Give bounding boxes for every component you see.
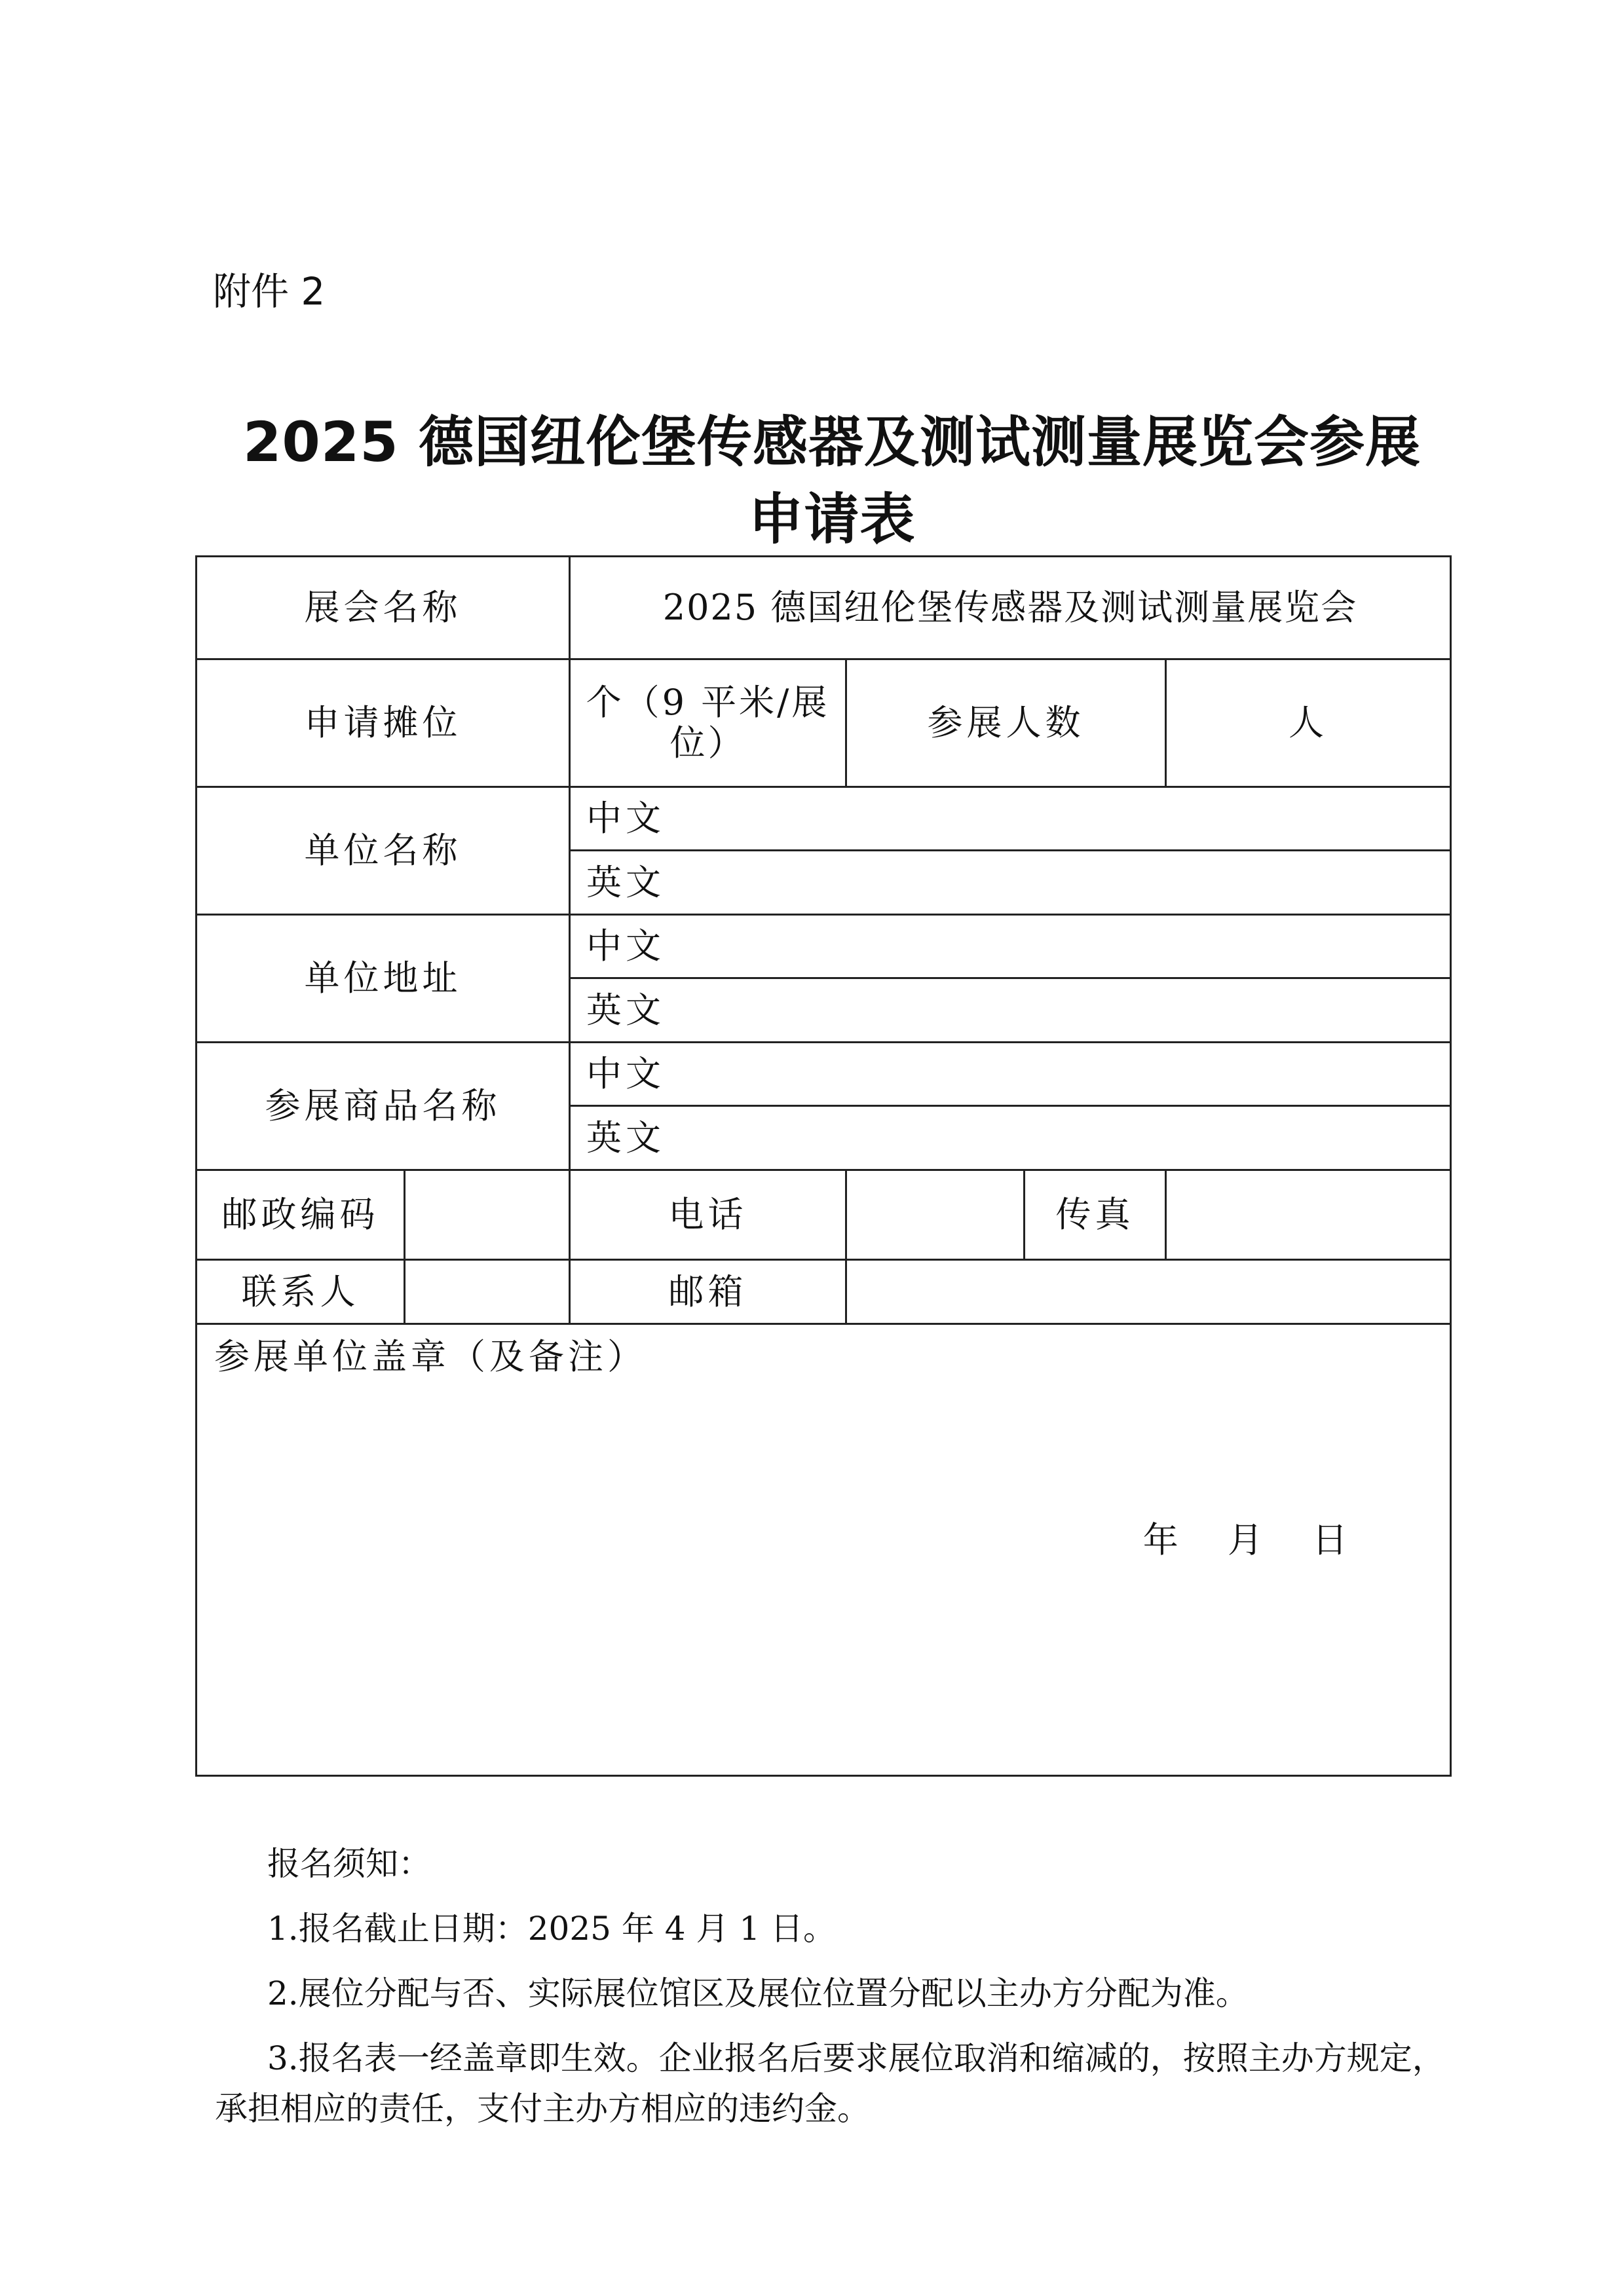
contact-label: 联系人	[197, 1260, 405, 1324]
postcode-field[interactable]	[405, 1170, 570, 1260]
exhibition-name-label: 展会名称	[197, 557, 570, 659]
attendees-count-cell[interactable]	[1166, 659, 1451, 787]
chinese-label: 中文	[586, 798, 665, 839]
row-postcode-phone-fax	[197, 1170, 1451, 1260]
product-name-en-field[interactable]	[570, 1106, 1451, 1170]
date-month: 月	[1227, 1519, 1263, 1561]
row-contact-email	[197, 1260, 1451, 1324]
english-label: 英文	[586, 861, 665, 903]
fax-field[interactable]	[1166, 1170, 1451, 1260]
notes-item-3: 3.报名表一经盖章即生效。企业报名后要求展位取消和缩减的，按照主办方规定，	[267, 2039, 1445, 2077]
remarks-label: 参展单位盖章（及备注）	[214, 1336, 647, 1377]
registration-notes	[215, 1843, 1460, 2153]
date-day: 日	[1312, 1519, 1348, 1561]
company-address-cn-field[interactable]	[570, 915, 1451, 978]
company-address-en-field[interactable]	[570, 978, 1451, 1043]
booth-label: 申请摊位	[197, 659, 570, 787]
row-product-name-cn	[197, 1043, 1451, 1106]
fax-label: 传真	[1025, 1170, 1166, 1260]
phone-label: 电话	[570, 1170, 846, 1260]
english-label: 英文	[586, 989, 665, 1031]
notes-item-3-continued: 承担相应的责任，支付主办方相应的违约金。	[215, 2090, 870, 2128]
english-label: 英文	[586, 1117, 665, 1158]
form-title-line1: 2025 德国纽伦堡传感器及测试测量展览会参展	[242, 410, 1422, 474]
attachment-label: 附件 2	[213, 269, 326, 314]
booth-count-cell[interactable]	[570, 659, 846, 787]
phone-field[interactable]	[846, 1170, 1025, 1260]
application-form-table	[195, 555, 1452, 1777]
exhibition-name-value: 2025 德国纽伦堡传感器及测试测量展览会	[570, 557, 1451, 659]
postcode-label: 邮政编码	[197, 1170, 405, 1260]
contact-field[interactable]	[405, 1260, 570, 1324]
chinese-label: 中文	[586, 1053, 665, 1094]
email-label: 邮箱	[570, 1260, 846, 1324]
company-name-cn-field[interactable]	[570, 787, 1451, 851]
chinese-label: 中文	[586, 925, 665, 967]
notes-item-1: 1.报名截止日期：2025 年 4 月 1 日。	[267, 1910, 837, 1948]
date-year: 年	[1142, 1519, 1178, 1561]
remarks-stamp-field[interactable]	[197, 1324, 1451, 1776]
attendees-label: 参展人数	[846, 659, 1166, 787]
booth-unit-line1: 个（9 平米/展	[586, 682, 830, 723]
row-exhibition-name	[197, 557, 1451, 659]
row-remarks	[197, 1324, 1451, 1776]
company-name-label: 单位名称	[197, 787, 570, 915]
product-name-label: 参展商品名称	[197, 1043, 570, 1170]
notes-item-2: 2.展位分配与否、实际展位馆区及展位位置分配以主办方分配为准。	[267, 1974, 1249, 2012]
row-company-address-cn	[197, 915, 1451, 978]
product-name-cn-field[interactable]	[570, 1043, 1451, 1106]
email-field[interactable]	[846, 1260, 1451, 1324]
notes-heading: 报名须知：	[267, 1845, 431, 1883]
date-line	[1105, 1520, 1347, 1561]
company-name-en-field[interactable]	[570, 851, 1451, 915]
booth-unit-line2: 位）	[669, 722, 746, 764]
row-company-name-cn	[197, 787, 1451, 851]
attendees-unit: 人	[1289, 702, 1328, 743]
company-address-label: 单位地址	[197, 915, 570, 1043]
form-title-line2: 申请表	[748, 487, 916, 551]
row-booth	[197, 659, 1451, 787]
